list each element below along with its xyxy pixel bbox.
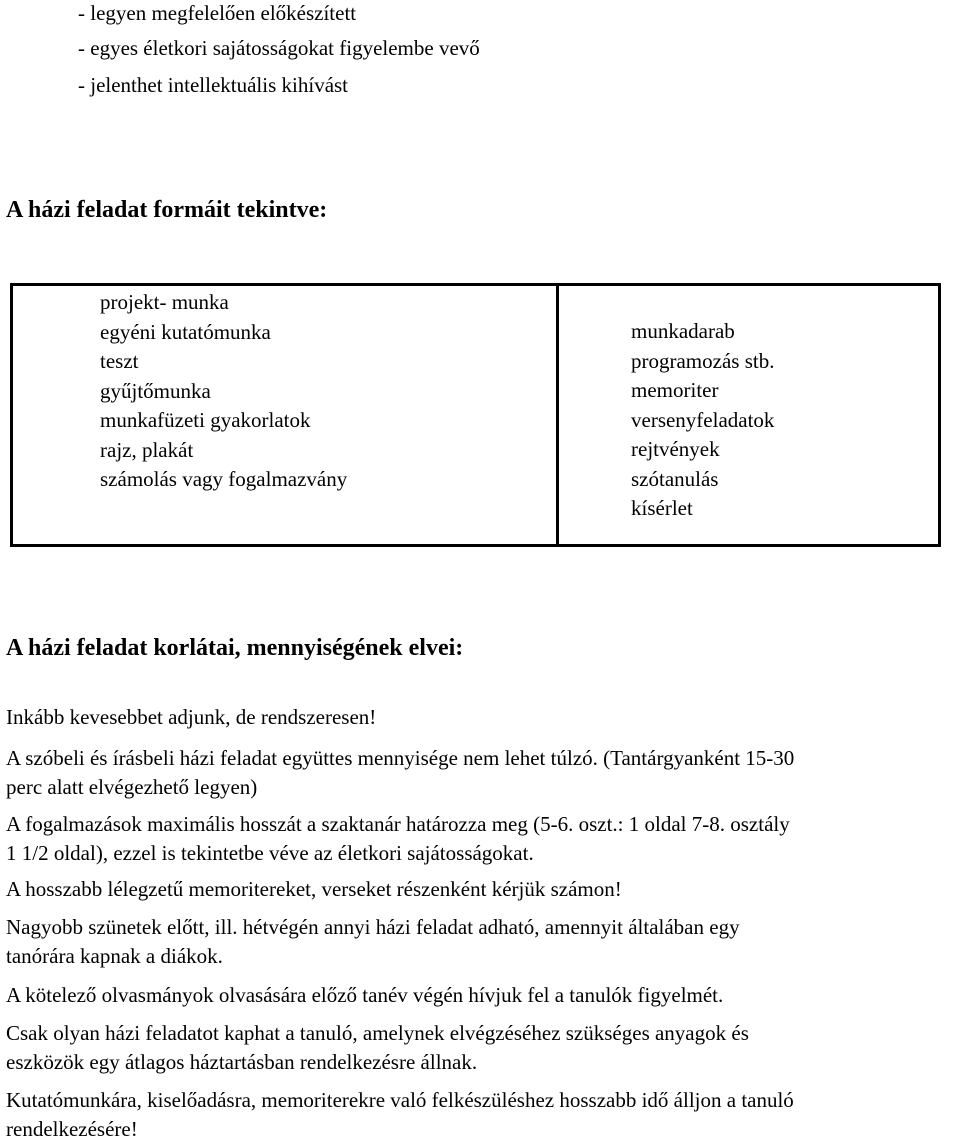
bullet-line: - egyes életkori sajátosságokat figyelembe vevő xyxy=(78,36,480,60)
paragraph-line: Csak olyan házi feladatot kaphat a tanuló, amelynek elvégzéséhez szükséges anyagok és xyxy=(6,1021,749,1045)
bullet-line: - jelenthet intellektuális kihívást xyxy=(78,73,349,97)
form-item: gyűjtőmunka xyxy=(100,378,211,403)
form-item: projekt- munka xyxy=(100,290,229,314)
forms-left-column xyxy=(100,288,347,495)
form-item: rajz, plakát xyxy=(100,437,194,462)
form-item: számolás vagy fogalmazvány xyxy=(100,467,348,491)
bullet-line: - legyen megfelelően előkészített xyxy=(78,1,357,25)
form-item: munkadarab xyxy=(631,319,735,343)
form-item: munkafüzeti gyakorlatok xyxy=(100,408,311,432)
forms-table xyxy=(10,283,941,547)
paragraph-line: rendelkezésére! xyxy=(6,1117,138,1141)
paragraph-line: eszközök egy átlagos háztartásban rendelkezésre állnak. xyxy=(6,1050,478,1074)
section-heading-forms: A házi feladat formáit tekintve: xyxy=(6,197,328,223)
paragraph xyxy=(6,703,956,732)
paragraph xyxy=(6,981,956,1010)
paragraph-line: Inkább kevesebbet adjunk, de rendszeresen! xyxy=(6,705,377,729)
form-item: teszt xyxy=(100,349,139,373)
form-item: egyéni kutatómunka xyxy=(100,319,271,344)
paragraph-line: A hosszabb lélegzetű memoritereket, verseket részenként kérjük számon! xyxy=(6,877,622,901)
paragraph-line: Nagyobb szünetek előtt, ill. hétvégén annyi házi feladat adható, amennyit általában egy xyxy=(6,915,740,939)
paragraph xyxy=(6,744,956,802)
form-item: kísérlet xyxy=(631,496,693,520)
paragraph xyxy=(6,810,956,868)
form-item: programozás stb. xyxy=(631,348,775,373)
paragraph xyxy=(6,1019,956,1077)
form-item: versenyfeladatok xyxy=(631,407,775,432)
paragraph-line: perc alatt elvégezhető legyen) xyxy=(6,775,258,799)
form-item: rejtvények xyxy=(631,437,720,461)
paragraph xyxy=(6,1086,956,1144)
paragraph-line: Kutatómunkára, kiselőadásra, memoriterekre való felkészüléshez hosszabb idő álljon a tanuló xyxy=(6,1088,794,1112)
paragraph xyxy=(6,875,956,904)
form-item: memoriter xyxy=(631,378,719,402)
forms-right-column xyxy=(631,317,774,524)
paragraph-line: A szóbeli és írásbeli házi feladat együttes mennyisége nem lehet túlzó. (Tantárgyanként 15-30 xyxy=(6,746,795,770)
paragraph-line: tanórára kapnak a diákok. xyxy=(6,944,223,968)
table-divider xyxy=(556,286,559,544)
paragraph-line: A fogalmazások maximális hosszát a szaktanár határozza meg (5-6. oszt.: 1 oldal 7-8. osztály xyxy=(6,812,790,836)
paragraph-line: 1 1/2 oldal), ezzel is tekintetbe véve az életkori sajátosságokat. xyxy=(6,841,534,865)
paragraph xyxy=(6,913,956,971)
section-heading-limits: A házi feladat korlátai, mennyiségének elvei: xyxy=(6,635,464,661)
form-item: szótanulás xyxy=(631,466,719,491)
paragraph-line: A kötelező olvasmányok olvasására előző tanév végén hívjuk fel a tanulók figyelmét. xyxy=(6,983,724,1007)
